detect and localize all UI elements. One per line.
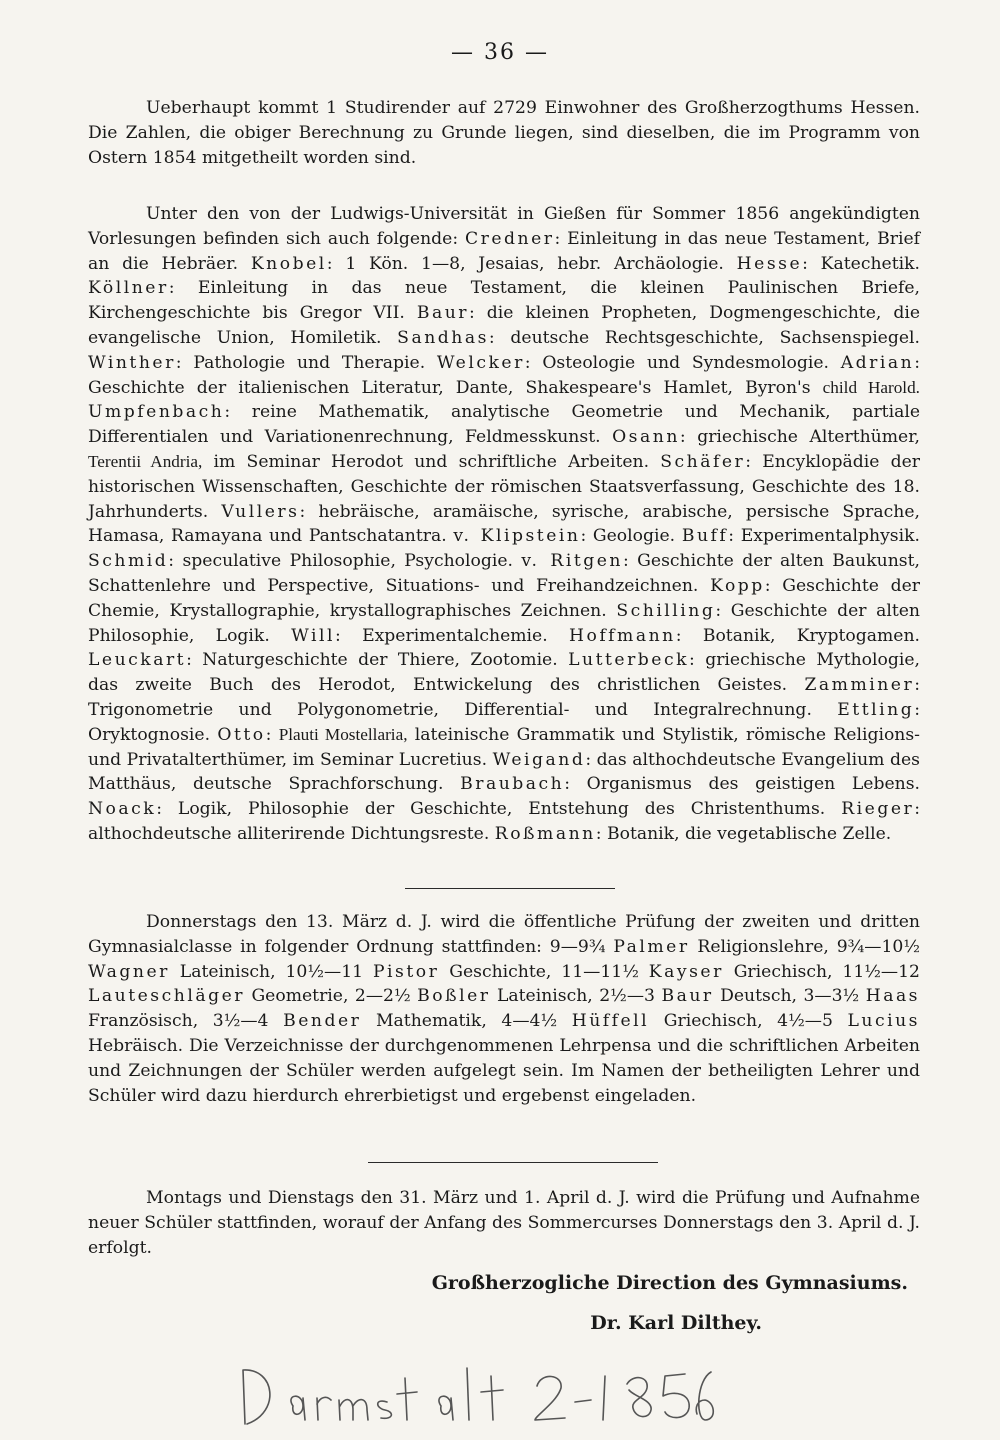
- text-run: Lateinisch, 10½—11: [169, 961, 373, 982]
- text-run: : Geologie.: [580, 526, 682, 547]
- lecturer-name: Lutterbeck: [568, 650, 690, 671]
- lecturer-name: Hesse: [736, 253, 803, 274]
- text-run: Griechisch, 11½—12: [723, 961, 920, 982]
- text-run: Geschichte, 11—11½: [439, 961, 649, 982]
- text-run: : Experimentalchemie.: [334, 625, 569, 646]
- text-run: :: [265, 724, 279, 745]
- lecturer-name: Schilling: [616, 600, 716, 621]
- lecturer-name: Welcker: [436, 352, 525, 373]
- text-run: : griechische Alterthümer,: [679, 427, 921, 448]
- text-run: : Katechetik.: [802, 253, 920, 274]
- text-run: : Logik, Philosophie der Geschichte, Entstehung des Christenthums.: [156, 799, 842, 820]
- latin-title: Terentii Andria,: [88, 451, 203, 471]
- lecturer-name: Haas: [865, 986, 921, 1007]
- text-run: : Trigonometrie und Polygonometrie, Differential- und Integralrechnung.: [88, 675, 920, 720]
- lecturer-name: Köllner: [88, 278, 169, 299]
- text-run: Hebräisch. Die Verzeichnisse der durchgenommenen Lehrpensa und die schriftlichen Arbeiten und Zeichnungen der Schüler werden aufgelegt sein. Im Namen der betheiligten Lehrer und Schüler wird dazu hierdurch ehrerbietigst und ergebenst eingeladen.: [88, 1035, 920, 1106]
- lecturer-name: Credner: [465, 228, 555, 249]
- lecturer-name: Baur: [416, 303, 469, 324]
- text-run: : griechische Mythologie, das zweite Buch des Herodot, Entwickelung des christlichen Geistes.: [88, 650, 920, 696]
- lecturer-name: Braubach: [460, 774, 565, 795]
- lecturer-name: Schmid: [88, 551, 169, 572]
- text-run: Französisch, 3½—4: [88, 1011, 284, 1032]
- examination-paragraph: [88, 910, 920, 1108]
- text-run: : Geschichte der alten Baukunst, Schattenlehre und Perspective, Situations- und Freihandzeichnen.: [88, 551, 920, 596]
- page-number: — 36 —: [451, 40, 549, 65]
- handwritten-note: [235, 1358, 715, 1433]
- lecturer-name: Umpfenbach: [88, 402, 225, 423]
- text-run: : 1 Kön. 1—8, Jesaias, hebr. Archäologie.: [326, 253, 737, 274]
- lecturer-name: Osann: [612, 427, 680, 448]
- lecturer-name: Kayser: [648, 961, 724, 982]
- lecturer-name: Hoffmann: [568, 625, 676, 646]
- text-run: : Encyklopädie der historischen Wissenschaften, Geschichte der römischen Staatsverfassung, Geschichte des 18. Jahrhunderts.: [88, 451, 920, 522]
- lecturer-name: Leuckart: [88, 650, 187, 671]
- lecturer-name: Palmer: [613, 936, 690, 957]
- lectures-paragraph: [88, 202, 920, 847]
- text-run: : Organismus des geistigen Lebens.: [564, 774, 920, 795]
- admission-paragraph: Montags und Dienstags den 31. März und 1. April d. J. wird die Prüfung und Aufnahme neuer Schüler stattfinden, worauf der Anfang des Sommercurses Donnerstags den 3. April d. J. erfolgt.: [88, 1188, 920, 1258]
- text-run: : hebräische, aramäische, syrische, arabische, persische Sprache, Hamasa, Ramayana und Pantschatantra.: [88, 501, 920, 547]
- text-run: : Osteologie und Syndesmologie.: [524, 352, 841, 373]
- lecturer-name: Schäfer: [660, 451, 746, 472]
- text-run: : reine Mathematik, analytische Geometrie und Mechanik, partiale Differentialen und Variationenrechnung, Feldmesskunst.: [88, 402, 920, 448]
- lecturer-name: Knobel: [250, 253, 327, 274]
- text-run: : Geschichte der italienischen Literatur, Dante, Shakespeare's Hamlet, Byron's: [88, 352, 921, 398]
- lecturer-name: Pistor: [372, 961, 440, 982]
- text-run: : Pathologie und Therapie.: [175, 352, 437, 373]
- lecturer-name: Zamminer: [804, 675, 915, 696]
- text-run: : Einleitung in das neue Testament, Brief an die Hebräer.: [88, 228, 920, 274]
- text-run: Griechisch, 4½—5: [649, 1011, 848, 1032]
- lecturer-name: Ettling: [837, 699, 915, 720]
- text-run: Deutsch, 3—3½: [713, 986, 866, 1007]
- text-run: Donnerstags den 13. März d. J. wird die öffentliche Prüfung der zweiten und dritten Gymnasialclasse in folgender Ordnung stattfinden: 9—9¾: [88, 912, 920, 957]
- text-run: : deutsche Rechtsgeschichte, Sachsenspiegel.: [488, 327, 920, 348]
- lecturer-name: Weigand: [492, 749, 586, 770]
- lecturer-name: Noack: [88, 799, 157, 820]
- text-run: : Einleitung in das neue Testament, die kleinen Paulinischen Briefe, Kirchengeschichte bis Gregor VII.: [88, 278, 920, 324]
- lecturer-name: Roßmann: [494, 823, 596, 844]
- separator-rule: [405, 888, 615, 889]
- text-run: im Seminar Herodot und schriftliche Arbeiten.: [202, 451, 661, 472]
- text-run: : Geschichte der Chemie, Krystallographie, krystallographisches Zeichnen.: [88, 575, 920, 621]
- latin-title: Plauti Mostellaria,: [278, 724, 408, 744]
- text-run: Geometrie, 2—2½: [244, 986, 418, 1007]
- text-run: Mathematik, 4—4½: [361, 1011, 572, 1032]
- text-run: : Botanik, Kryptogamen.: [675, 625, 920, 646]
- lecturer-name: Otto: [217, 724, 266, 745]
- intro-paragraph: Ueberhaupt kommt 1 Studirender auf 2729 Einwohner des Großherzogthums Hessen. Die Zahlen, die obiger Berechnung zu Grunde liegen, sind dieselben, die im Programm von Ostern 1854 mitgetheilt worden sind.: [88, 98, 920, 168]
- separator-rule: [368, 1162, 658, 1163]
- latin-title: child Harold.: [822, 377, 920, 397]
- lecturer-name: Baur: [661, 986, 714, 1007]
- lecturer-name: Boßler: [417, 986, 491, 1007]
- text-run: : Botanik, die vegetablische Zelle.: [595, 823, 892, 844]
- text-run: Lateinisch, 2½—3: [490, 986, 662, 1007]
- text-run: : Geschichte der alten Philosophie, Logik.: [88, 600, 920, 646]
- lecturer-name: Wagner: [88, 961, 170, 982]
- lecturer-name: v. Klipstein: [453, 526, 581, 547]
- text-run: : Oryktognosie.: [88, 699, 920, 745]
- text-run: : althochdeutsche alliterirende Dichtungsreste.: [88, 799, 920, 844]
- text-run: : Naturgeschichte der Thiere, Zootomie.: [186, 650, 569, 671]
- lecturer-name: Buff: [681, 526, 729, 547]
- text-run: Religionslehre, 9¾—10½: [689, 936, 921, 957]
- lecturer-name: Lauteschläger: [88, 986, 245, 1007]
- lecturer-name: Winther: [88, 352, 176, 373]
- text-run: : Experimentalphysik.: [728, 526, 920, 547]
- lecturer-name: Sandhas: [397, 327, 489, 348]
- lecturer-name: Kopp: [710, 575, 765, 596]
- lecturer-name: Vullers: [221, 501, 300, 522]
- lecturer-name: v. Ritgen: [521, 551, 623, 572]
- text-run: Unter den von der Ludwigs-Universität in Gießen für Sommer 1856 angekündigten Vorlesungen befinden sich auch folgende:: [88, 204, 920, 249]
- text-run: lateinische Grammatik und Stylistik, römische Religions- und Privatalterthümer, im Seminar Lucretius.: [88, 724, 920, 770]
- lecturer-name: Will: [291, 625, 335, 646]
- signature-name: Dr. Karl Dilthey.: [590, 1312, 762, 1334]
- lecturer-name: Rieger: [841, 799, 915, 820]
- text-run: : speculative Philosophie, Psychologie.: [168, 551, 522, 572]
- signature-directorate: Großherzogliche Direction des Gymnasiums.: [431, 1272, 908, 1294]
- lecturer-name: Adrian: [840, 352, 915, 373]
- lecturer-name: Bender: [283, 1011, 362, 1032]
- lecturer-name: Hüffell: [571, 1011, 650, 1032]
- text-run: : das althochdeutsche Evangelium des Matthäus, deutsche Sprachforschung.: [88, 749, 920, 795]
- lecturer-name: Lucius: [847, 1011, 920, 1032]
- text-run: : die kleinen Propheten, Dogmengeschichte, die evangelische Union, Homiletik.: [88, 303, 920, 348]
